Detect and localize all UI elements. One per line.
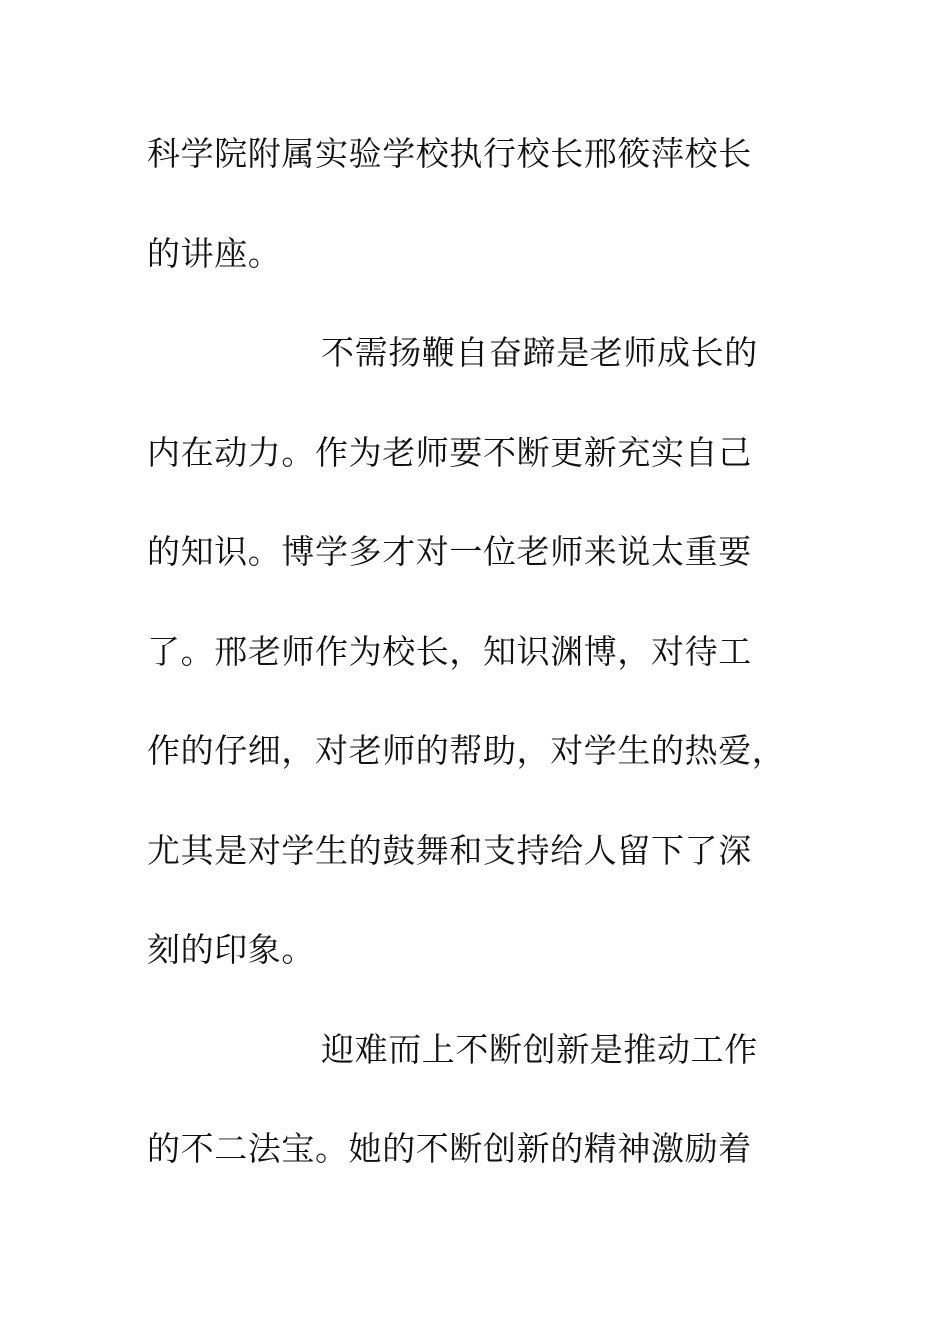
text-line: 科学院附属实验学校执行校长邢筱萍校长 bbox=[147, 134, 752, 173]
text-line: 的讲座。 bbox=[147, 234, 282, 273]
text-line: 作的仔细，对老师的帮助，对学生的热爱， bbox=[147, 731, 786, 770]
text-line: 刻的印象。 bbox=[147, 930, 315, 969]
text-line: 的不二法宝。她的不断创新的精神激励着 bbox=[147, 1129, 752, 1168]
text-line: 内在动力。作为老师要不断更新充实自己 bbox=[147, 433, 752, 472]
text-line: 尤其是对学生的鼓舞和支持给人留下了深 bbox=[147, 831, 752, 870]
paragraph-first-line: 迎难而上不断创新是推动工作 bbox=[321, 1030, 758, 1069]
paragraph-first-line: 不需扬鞭自奋蹄是老师成长的 bbox=[321, 333, 758, 372]
text-line: 的知识。博学多才对一位老师来说太重要 bbox=[147, 532, 752, 571]
text-line: 了。邢老师作为校长，知识渊博，对待工 bbox=[147, 632, 752, 671]
